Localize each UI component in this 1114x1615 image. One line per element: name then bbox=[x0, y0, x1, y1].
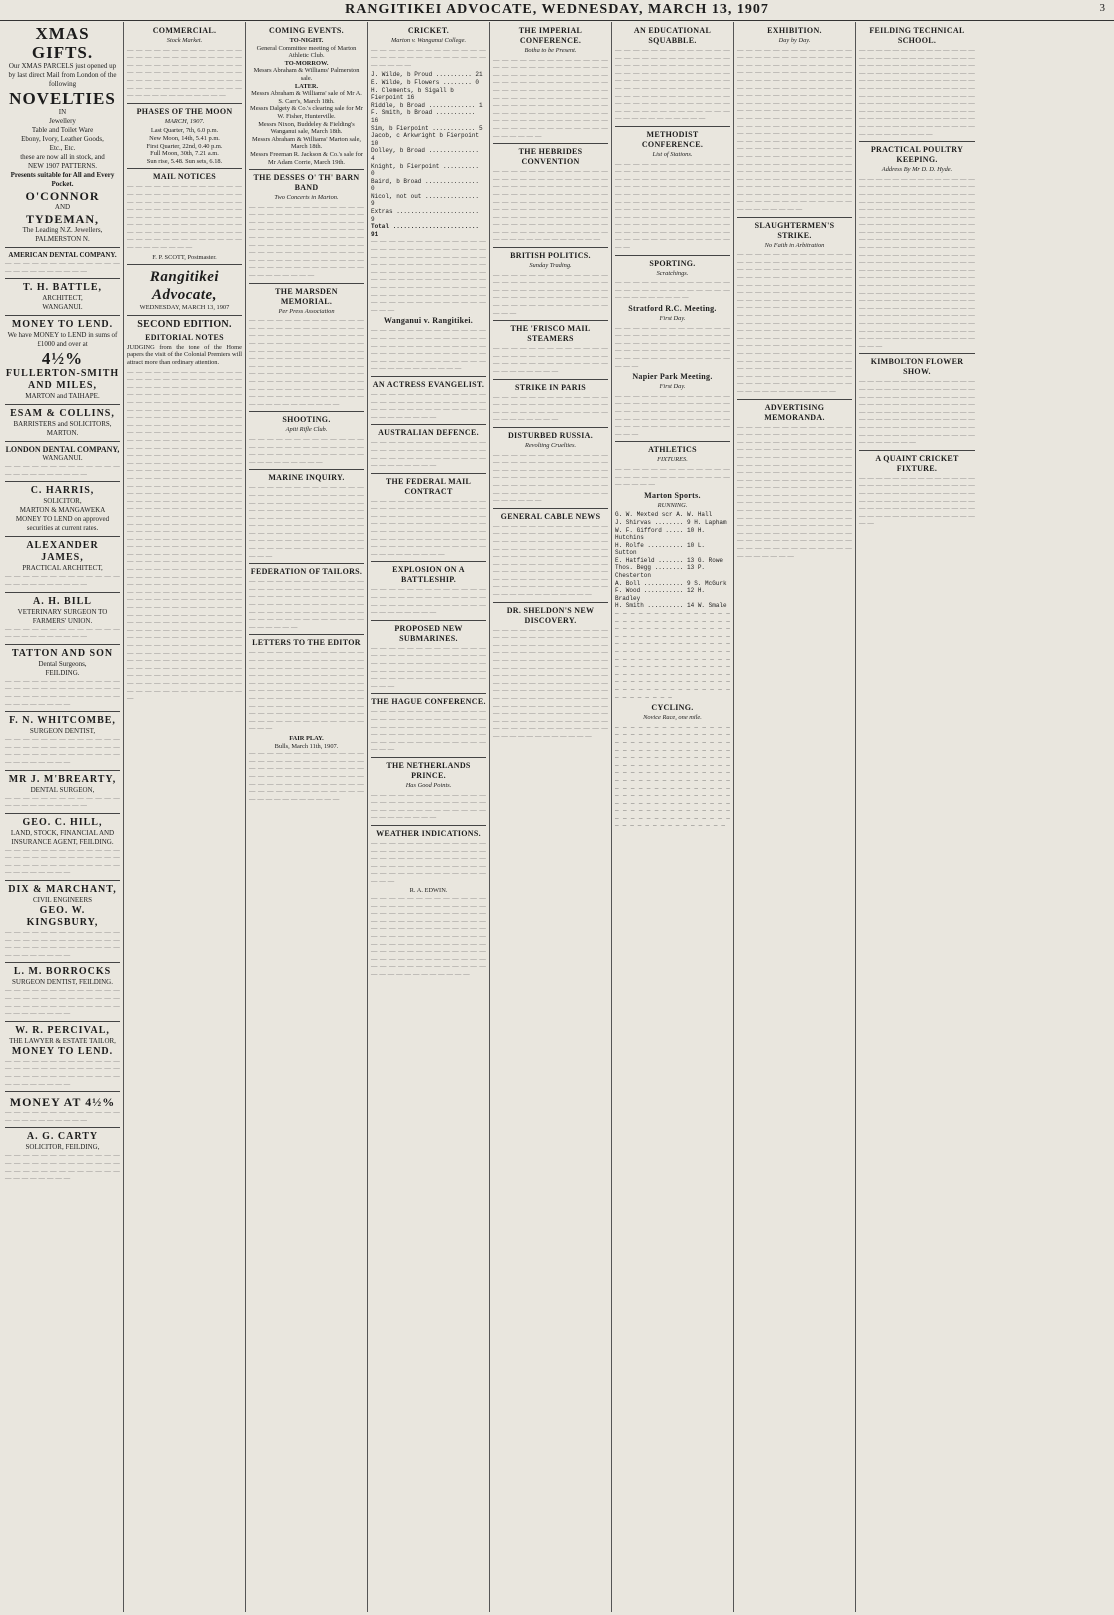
event-line: TO-MORROW. bbox=[284, 59, 329, 67]
section-subheading: Marton v. Wanganui College. bbox=[390, 37, 467, 44]
ad-body: — — — — — — — — — — — — — — — — — — — — — — — — — — — — — — — — — — — — — — — — — — — — — — — bbox=[5, 1152, 120, 1183]
article-body: — — — — — — — — — — — — — — — — — — — — — — — — — — — — — — — — — — — — — — — — — — — — — — — — — — — — — — — — — — — — — — — — — — — — bbox=[371, 644, 486, 690]
page-number: 3 bbox=[1099, 2, 1106, 14]
ad-american-dental: AMERICAN DENTAL COMPANY. bbox=[8, 251, 117, 259]
flag-date: WEDNESDAY, MARCH 13, 1907 bbox=[139, 304, 230, 312]
section-heading: MARINE INQUIRY. bbox=[268, 473, 345, 483]
ad-battle-role: ARCHITECT, bbox=[42, 294, 83, 303]
ad-percival-name: W. R. PERCIVAL, bbox=[15, 1024, 110, 1036]
divider bbox=[371, 757, 486, 758]
scorecard-row: F. Smith, b Broad ........... 16 bbox=[371, 109, 476, 124]
results-row: J. Shirvas ........ 9 H. Lapham bbox=[615, 518, 727, 526]
ad-esam-name: ESAM & COLLINS, bbox=[10, 408, 115, 420]
ad-james-name: ALEXANDER JAMES, bbox=[26, 540, 99, 564]
results-row: H. Smith .......... 14 W. Smale bbox=[615, 602, 727, 610]
section-heading: COMING EVENTS. bbox=[269, 26, 344, 35]
section-heading: Marton Sports. bbox=[644, 490, 701, 500]
section-heading: AUSTRALIAN DEFENCE. bbox=[378, 428, 479, 438]
divider bbox=[859, 450, 975, 451]
divider bbox=[5, 481, 120, 482]
ad-novelties-item: Jewellery bbox=[49, 117, 76, 125]
section-subheading: MARCH, 1907. bbox=[164, 117, 205, 125]
section-heading: GENERAL CABLE NEWS bbox=[500, 511, 601, 521]
section-heading: FEILDING TECHNICAL SCHOOL. bbox=[869, 26, 965, 45]
section-heading: EXPLOSION ON A BATTLESHIP. bbox=[392, 565, 465, 585]
ad-whitcombe-name: F. N. WHITCOMBE, bbox=[9, 715, 116, 727]
event-line: Messrs Freeman R. Jackson & Co.'s sale for Mr Adam Corrie, March 19th. bbox=[250, 150, 363, 166]
article-body: — — — — — — — — — — — — — — — — — — — — — — — — — — — — — — — bbox=[615, 465, 730, 489]
columns bbox=[2, 22, 1112, 1612]
ad-london-dental-place: WANGANUI. bbox=[42, 454, 83, 463]
ad-novelties-title: NOVELTIES bbox=[9, 89, 116, 108]
divider bbox=[127, 315, 242, 316]
section-heading: AN ACTRESS EVANGELIST. bbox=[372, 379, 485, 389]
divider bbox=[5, 711, 120, 712]
ad-battle-place: WANGANUI. bbox=[42, 303, 83, 312]
ad-body: — — — — — — — — — — — — — — — — — — — — — — — bbox=[5, 794, 120, 810]
scorecard-row: H. Clements, b Sigall b Fierpoint 16 bbox=[371, 86, 454, 102]
divider bbox=[5, 278, 120, 279]
results-list: — — — — — — — — — — — — — — — — — — — — — — — — — — — — — — — — — — — — — — — — — — — — — — — — — — — — — — — — — — — — — — — — — — — — — — — — — — — — — — — — — — — — — — — — — — — — — — — — — — — — — — — — — — — — — — — — — — — — — — — — — — — — — — — — — — — — — — — — — — — — — — — — — — — — — — — — — — — — — — — — — — — — — — — — — — — — — — — — — — — — — — — — — — — — — — — — — — — — — — — — — — — — — — — — — — bbox=[615, 723, 730, 830]
section-heading: THE MARSDEN MEMORIAL. bbox=[275, 286, 338, 306]
divider bbox=[5, 962, 120, 963]
article-body: — — — — — — — — — — — — — — — — — — — — — — — — — — — — — — — — — — — — — — — — — — — — — — — — — — — — — — — — — — — — — — — — — — — — — — — — — — — — — — — — — — — — — — — — — — — — — — — — — — — — — — — — — — — — — — — — — — — — — — — — — — — — — — — — — — — — — — — — — — — — — — — — — — — — — — — — — — — — — — — — — — — — — — — — — — — — — — — — — — — — — — — — — — — — — — — — — — — — — — — — — — — — — — — — — — — — — — — — — — — — — — — — — — — — — — — — — — — — — — — — — — — — — — bbox=[737, 251, 852, 395]
article-body: — — — — — — — — — — — — — — — — — — — — — — — — — — — — — — — — — — — — — — — — — — — — — — — — — — — — — — — — — — — — — — — — — — — — bbox=[615, 392, 730, 438]
section-heading: DR. SHELDON'S NEW DISCOVERY. bbox=[506, 605, 595, 625]
ad-novelties-patterns: NEW 1907 PATTERNS. bbox=[27, 162, 98, 170]
divider bbox=[127, 103, 242, 104]
divider bbox=[371, 376, 486, 377]
divider bbox=[249, 469, 364, 470]
scorecard-row: Extras ....................... 9 bbox=[371, 208, 480, 223]
section-heading: SPORTING. bbox=[649, 258, 696, 268]
ad-body: — — — — — — — — — — — — — — — — — — — — — — — bbox=[5, 625, 120, 641]
ad-money-4pct: MONEY AT 4½% bbox=[9, 1095, 116, 1110]
section-heading: A QUAINT CRICKET FIXTURE. bbox=[875, 453, 959, 473]
divider bbox=[493, 320, 608, 321]
divider bbox=[615, 441, 730, 442]
ad-esam-role: BARRISTERS and SOLICITORS, MARTON. bbox=[13, 420, 112, 438]
article-body: — — — — — — — — — — — — — — — — — — — — — — — — — — — — — — — — — — — — — — — — — — — — — — — — — — — — — — — — — — — — — — — — — — — — — — — — — — — — — — — — — — — — — — bbox=[859, 474, 975, 528]
ad-mbrearty-name: MR J. M'BREARTY, bbox=[8, 773, 117, 785]
article-body: — — — — — — — — — — — — — — — — — — — — — — — — — — — — — — — — — — — — — — — — — — — — — — — — — — — — — — — — — — — — — — — — — — — — — — — — — — — — — — — — — — — — — — — — — — — — — — — — — — — — — — — — — — — — — — — — — — — — — — — — — — — — — — — — — — — — — — — — — — — — — — — — — — — — — — — — — — — — — — — — — — — — — — — — — — — — — — — — — — — — — — — — — — — — — — — — — — — — — — — — — — — — — — — — — — — — — — — — — — — — — — — — — — — — — — — — — — — — — — — — — — — — — — — — — — — — — — — — — — — — — — — — — — — — — — — — — — — — — — — — — bbox=[737, 46, 852, 214]
divider bbox=[615, 255, 730, 256]
ad-bill-role: VETERINARY SURGEON TO FARMERS' UNION. bbox=[17, 607, 108, 625]
section-heading: LETTERS TO THE EDITOR bbox=[252, 638, 361, 648]
article-body: — — — — — — — — — — — — — — — — — — — — — — — — — — — — — — — — — — — — — — — — — — — — — — — bbox=[371, 439, 486, 470]
divider bbox=[493, 602, 608, 603]
section-heading: COMMERCIAL. bbox=[152, 26, 217, 35]
ad-tatton-place: FEILDING. bbox=[45, 668, 80, 677]
event-line: Messrs Abraham & Williams' sale of Mr A. S. Carr's, March 18th. bbox=[251, 90, 362, 105]
section-subheading: List of Stations. bbox=[652, 150, 693, 158]
scorecard-row: E. Wilde, b Flowers ........ 0 bbox=[371, 78, 480, 86]
letter-signature: FAIR PLAY. bbox=[289, 734, 324, 742]
section-heading: Napier Park Meeting. bbox=[632, 372, 713, 382]
article-body: — — — — — — — — — — — — — — — — — — — — — — — — — — — — — — — — — — — — — — — — — — — — — — — bbox=[493, 393, 608, 424]
results-row: F. Wood ........... 12 H. Bradley bbox=[615, 587, 706, 602]
ad-body: — — — — — — — — — — — — — — — — — — — — — — — bbox=[5, 463, 120, 478]
section-subheading: Stock Market. bbox=[166, 37, 203, 44]
section-heading: PROPOSED NEW SUBMARINES. bbox=[394, 623, 463, 643]
divider bbox=[493, 247, 608, 248]
divider bbox=[249, 283, 364, 284]
column-5-cables bbox=[490, 22, 612, 1612]
results-row: A. Boll ........... 9 S. McGurk bbox=[615, 579, 727, 587]
ad-mbrearty-role: DENTAL SURGEON, bbox=[30, 785, 95, 794]
divider bbox=[5, 644, 120, 645]
ad-novelties-note: these are now all in stock, and bbox=[20, 153, 105, 161]
divider bbox=[127, 168, 242, 169]
ad-harris-place: MARTON & MANGAWEKA bbox=[19, 506, 106, 515]
section-subheading: Two Concerts in Marton. bbox=[274, 194, 339, 202]
article-body: — — — — — — — — — — — — — — — — — — — — — — — — — — — — — — — — — — — — — — — — — — — — — — — — — — — — — — — — — — — — — — — — — — — — — — — — — — — — — — — — — — — — — — — — — — — — — — — — — — — — — — — — — — — — — — — — — — — — — — — — bbox=[249, 484, 364, 560]
section-subheading: Address By Mr D. D. Hyde. bbox=[881, 166, 953, 174]
ad-whitcombe-role: SURGEON DENTIST, bbox=[29, 727, 96, 736]
divider bbox=[371, 424, 486, 425]
scorecard-row: Riddle, b Broad ............. 1 bbox=[371, 101, 483, 109]
ad-tatton-name: TATTON AND SON bbox=[11, 647, 114, 659]
section-heading: AN EDUCATIONAL SQUABBLE. bbox=[633, 26, 712, 45]
section-heading: KIMBOLTON FLOWER SHOW. bbox=[870, 357, 964, 377]
section-subheading: FIXTURES. bbox=[657, 456, 688, 464]
ad-hill-role: LAND, STOCK, FINANCIAL AND INSURANCE AGENT, FEILDING. bbox=[10, 828, 115, 846]
scorecard-row: Knight, b Fierpoint .......... 0 bbox=[371, 162, 480, 178]
divider bbox=[371, 620, 486, 621]
divider bbox=[5, 880, 120, 881]
divider bbox=[5, 315, 120, 316]
ad-money-title: MONEY TO LEND. bbox=[11, 319, 114, 331]
scorecard-row: Jacob, c Arkwright b Fierpoint 10 bbox=[371, 132, 480, 147]
section-heading: CRICKET. bbox=[407, 26, 450, 35]
article-body: — — — — — — — — — — — — — — — — — — — — — — — — — — — — — — — — — — — — — — — — — — — — — — — — — — — — — — — — — — — — — — — — — — — — — — — — — — — — — — — — — — — — — — — — — — — — — — — — — — — — — — — — — — — — — — — — — — — — — — — — — — — — — — — — — — — — — bbox=[249, 649, 364, 733]
divider bbox=[859, 353, 975, 354]
article-body: — — — — — — — — — — — — — — — — — — — — — — — — — — — — — — — — — — — — — — — — — — — — — — — — — — — — — — — — — — — — — — — — — — — — — — — — — — — — — — — — — — — — bbox=[249, 578, 364, 631]
ad-money-text: We have MONEY to LEND in sums of £1000 and over at bbox=[7, 331, 118, 349]
divider bbox=[493, 427, 608, 428]
section-heading: SLAUGHTERMEN'S STRIKE. bbox=[754, 220, 835, 240]
ad-body: — — — — — — — — — — — — — — — — — — — — — — — — — — — — — — — — — — — — — — — — — — — — — — — bbox=[5, 987, 120, 1018]
column-3-events bbox=[246, 22, 368, 1612]
section-subheading: First Day. bbox=[659, 315, 686, 323]
ad-tydeman-sub: The Leading N.Z. Jewellers, PALMERSTON N. bbox=[22, 226, 103, 243]
sun-times: Sun rise, 5.48. Sun sets, 6.18. bbox=[146, 157, 223, 165]
section-heading: SHOOTING. bbox=[282, 415, 331, 425]
scorecard-row: Nicol, not out ............... 9 bbox=[371, 192, 480, 208]
ad-bill-name: A. H. BILL bbox=[33, 595, 92, 607]
section-subheading: Botha to be Present. bbox=[524, 47, 577, 54]
ad-james-role: PRACTICAL ARCHITECT, bbox=[22, 564, 103, 573]
article-body: — — — — — — — — — — — — — — — — — — — — — — — — — — — — — — — — — — — — — — — — — — — — — — — — — — — — — — — — — — — — — — — — — — — — bbox=[615, 324, 730, 370]
results-list: — — — — — — — — — — — — — — — — — — — — — — — — — — — — — — — — — — — — — — — — — — — — — — — — — — — — — — — — — — — — — — — — — — — — — — — — — — — — — — — — — — — — — — — — — — — — — — — — — — — — — — — — — — — — — — — — — — — — — — — — — — — — — — — — — — — — — — — — — — — — — — — — — — — — — — — — — — — — — — — — — — — — — — — — — — — — — bbox=[615, 610, 730, 701]
scorecard-row: Dolley, b Broad .............. 4 bbox=[371, 147, 480, 162]
ad-xmas-gifts-title: XMAS GIFTS. bbox=[31, 24, 94, 62]
event-line: Messrs Nixon, Buddeley & Fielding's Wanganui sale, March 18th. bbox=[258, 120, 355, 136]
section-subheading: Revolting Cruelties. bbox=[524, 441, 577, 449]
section-heading: THE HEBRIDES CONVENTION bbox=[518, 147, 583, 167]
column-4-cricket bbox=[368, 22, 490, 1612]
results-row: W. F. Gifford ..... 10 H. Hutchins bbox=[615, 526, 706, 542]
article-body: — — — — — — — — — — — — — — — — — — — — — — — — — — — — — — — — — — — — — — — — — — — — — — — — — — — — — — — — — — — — — — — — — — — — — — — — — — — — — — — — — — — — — — — — — — — — — — — — — — — — — — — — — — — — — — — — — — — — — — — — — — — — — — — — — — — — — — — — — — — — — — — — — — — — — — — — — — — — — — — — — — — — — — — — — — — — — — — — — — — — — — — — — — — — — — — — — — — — — — — — — — — — — — — — — — — — — — — — — — — — — — — — — — — — — — — — — — — — — — — — — — — — — — — — — — — — — — — — — — — — — — — — — — — — — — — — — — — — — — — — — — — — — — — — — — — — — — — — — — — — — — — — — — — — — — — bbox=[859, 175, 975, 350]
section-subheading: RUNNING. bbox=[657, 501, 688, 509]
article-body: — — — — — — — — — — — — — — — — — — — — — — — — — — — — — — — — — — — — — — — — — — — — — — — — — — — — — — — — — — — — — — — — — — — — bbox=[371, 839, 486, 885]
scorecard-row: J. Wilde, b Proud .......... 21 bbox=[371, 71, 483, 79]
ad-body: — — — — — — — — — — — — — — — — — — — — — — — bbox=[5, 1109, 120, 1124]
results-row: E. Hatfield ....... 13 G. Rowe bbox=[615, 556, 724, 564]
ad-body: — — — — — — — — — — — — — — — — — — — — — — — — — — — — — — — — — — — — — — — — — — — — — — — bbox=[5, 846, 120, 877]
article-body: — — — — — — — — — — — — — — — — — — — — — — — — — — — — — — — — — — — — — — — — — — — — — — — bbox=[371, 791, 486, 822]
section-heading: DISTURBED RUSSIA. bbox=[507, 430, 594, 440]
article-body: — — — — — — — — — — — — — — — — — — — — — — — — — — — — — — — — — — — — — — — — — — — — — — — — — — — — — — — — — — — — — — — — — — — — — — — — — — — — — — — — — — — — — — — — — — — — — — — — — — — — — — — — — — — — — — — — bbox=[127, 183, 242, 252]
ad-body: — — — — — — — — — — — — — — — — — — — — — — — — — — — — — — — — — — — — — — — — — — — — — — — bbox=[5, 677, 120, 708]
section-heading: ATHLETICS bbox=[648, 445, 697, 455]
divider bbox=[249, 411, 364, 412]
section-heading: THE FEDERAL MAIL CONTRACT bbox=[385, 476, 472, 496]
masthead-title: RANGITIKEI ADVOCATE, WEDNESDAY, MARCH 13, 1907 bbox=[345, 2, 769, 17]
edition-label: SECOND EDITION. bbox=[137, 318, 232, 330]
divider bbox=[371, 473, 486, 474]
article-body: — — — — — — — — — — — — — — — — — — — — — — — — — — — — — — — — — — — — — — — — — — — — — — — — — — — — — — — — — — — — — — — — — — — — bbox=[371, 708, 486, 754]
ad-novelties-item: Etc., Etc. bbox=[49, 144, 76, 152]
results-row: H. Rolfe .......... 10 L. Sutton bbox=[615, 541, 706, 557]
masthead bbox=[0, 0, 1114, 21]
weather-signature: R. A. EDWIN. bbox=[409, 887, 448, 895]
section-heading: STRIKE IN PARIS bbox=[514, 382, 587, 392]
ad-harris-role: SOLICITOR, bbox=[43, 497, 82, 506]
column-1-advertisements bbox=[2, 22, 124, 1612]
divider bbox=[5, 1127, 120, 1128]
section-heading: METHODIST CONFERENCE. bbox=[641, 129, 704, 149]
article-body: — — — — — — — — — — — — — — — — — — — — — — — — — — — — — — — — — — — — — — — — — — — — — — — — — — — — — — — — — — — — — — — — — — — — — — — — — — — — — — — — — — — — — — — — — bbox=[249, 750, 364, 803]
divider bbox=[493, 508, 608, 509]
event-line: TO-NIGHT. bbox=[289, 37, 324, 44]
divider bbox=[737, 217, 852, 218]
article-body: — — — — — — — — — — — — — — — — — — — — — — — — — — — — — — — — — — — — — — — — — — — — — — — — — — — — — — — — — — — — — — — — — — — — — — — — — — — — — — — — — — — — — — — — — — — — — — — — — — — — — — — — — — — — — — — — — — — — — — — — — — — — — — — — — — — — — — — — bbox=[493, 56, 608, 140]
divider bbox=[5, 404, 120, 405]
article-body: — — — — — — — — — — — — — — — — — — — — — — — — — — — — — — — — — — — — — — — — — — — — — — — — — — — — — — — — — — — — — — — — — — — — — — — — — — — — — — — — — — — — — — — — — — — — — — — — — — — — — — — — — — — — — — — — — — — — — — — — — — — — — — — — — — — — — — — — — — — — — — — — — — — — — — — — — — bbox=[249, 317, 364, 408]
article-body: — — — — — — — — — — — — — — — — — — — — — — — — — — — — — — — bbox=[371, 46, 486, 69]
section-subheading: Sunday Trading. bbox=[529, 262, 572, 270]
column-2-commercial bbox=[124, 22, 246, 1612]
ad-oconnor-and: AND bbox=[54, 203, 71, 211]
letter-place: Bulls, March 11th, 1907. bbox=[274, 742, 339, 750]
section-heading: MAIL NOTICES bbox=[153, 172, 216, 182]
article-body: — — — — — — — — — — — — — — — — — — — — — — — — — — — — — — — — — — — — — — — — — — — — — — — bbox=[371, 586, 486, 617]
divider bbox=[5, 770, 120, 771]
scorecard-row: Sim, b Fierpoint ............ 5 bbox=[371, 124, 483, 132]
article-body: — — — — — — — — — — — — — — — — — — — — — — — — — — — — — — — — — — — — — — — — — — — — — — — — bbox=[249, 435, 364, 466]
article-body: — — — — — — — — — — — — — — — — — — — — — — — — — — — — — — — — — — — — — — — — — — — — — — — — — — — — — — — — — — — — — — — — — — — — — — — — — — — — — — — — — — — — — — — — — — — — — — — — — — — — — — — — — — — — — — — — — — — — — — — bbox=[859, 378, 975, 447]
article-body: — — — — — — — — — — — — — — — — — — — — — — — — — — — — — — — — — — — bbox=[615, 279, 730, 302]
article-body: — — — — — — — — — — — — — — — — — — — — — — — — — — — — — — — — — — — — — — — — — — — — — — — — — — — — — — — — — — — — — — — — — — — — — — — — — — — — — — — — — — — — bbox=[493, 451, 608, 505]
divider bbox=[5, 1021, 120, 1022]
section-heading: Stratford R.C. Meeting. bbox=[628, 304, 717, 314]
divider bbox=[249, 634, 364, 635]
article-body: — — — — — — — — — — — — — — — — — — — — — — — — — — — — — — — — — — — — — — — — — — — — — — — — — — — — — — — — — — — — — — — — — — — — — — — — — — — — — — — — — — — — — — — — — — — — — — — — — — — — — — — — — — — — — — — — — — — — — — — — — — — — — — — — — — — — — — — — — — — — — — — — — — — — — — — — — — — — — — — — — — — — — — — — — — — — — — — — — — — — — — — — — — — — — — — — — — — — — — — — — — — — — — — — — — — — — — — — — — — — — — — — — — — — — — — — — — — — — — — — — — — — — — — — — — — — — — — — — — — — — — — — — — — — — — — — — — — — — — — — — — — — — — — — — — — — — — — — — — — — — — — — — — — — — — — — — — — — — — — — — — — — — — — — — — — — — — — — — — — — — — — — — — — — — — — — — — — — — — — — — — — — — — — — — — — — — — — — — — — — — — — — — — — — — — — — — — — — — — — — — — — — — — — — — — — — — — — — — — — — — — — — — — — — — — — — — — — — — — — — — — — — — — — — — — — — — — — — — — — — — — — — — — — — — — — — — — — — — — — — — — — — — — — — — — — — — — — — — — — — — — — — — — — — — — — — — — — — — — — — — — — — — — — — — — — — — — — — — — — — — — — — — — — — — — — — — — — — — — — — bbox=[127, 368, 242, 703]
article-body: — — — — — — — — — — — — — — — — — — — — — — — — — — — — — — — — — — — — — — — — — — — — — — — — — — — — — — — — — — — — — — — — — — — — — — — — — — — — — — — — — — — — — — — — — — — — — — — — — — — — — — — — — — — — — — — — — — — — — — — — — — — — — bbox=[249, 203, 364, 280]
ad-body: — — — — — — — — — — — — — — — — — — — — — — — — — — — — — — — — — — — — — — — — — — — — — — — bbox=[5, 1057, 120, 1088]
section-heading: ADVERTISING MEMORANDA. bbox=[764, 402, 825, 422]
ad-body: — — — — — — — — — — — — — — — — — — — — — — — — — — — — — — — — — — — — — — — — — — — — — — — bbox=[5, 736, 120, 766]
ad-oconnor-title: O'CONNOR bbox=[25, 189, 100, 203]
newspaper-flag: Rangitikei Advocate, bbox=[149, 269, 220, 304]
section-heading: EXHIBITION. bbox=[767, 26, 822, 35]
divider bbox=[5, 1091, 120, 1092]
ad-money-rate: 4½% bbox=[41, 349, 84, 369]
ad-novelties-item: Ebony, Ivory, Leather Goods, bbox=[21, 135, 104, 143]
divider bbox=[5, 247, 120, 248]
ad-body: — — — — — — — — — — — — — — — — — — — — — — — bbox=[5, 260, 120, 275]
section-heading: BRITISH POLITICS. bbox=[510, 251, 591, 261]
divider bbox=[5, 441, 120, 442]
divider bbox=[371, 561, 486, 562]
article-body: — — — — — — — — — — — — — — — — — — — — — — — — — — — — — — — — — — — — — — — — — — — — — — — — — — — — — — — — — — — — — — — — — — — — — — — — — — — — — — — — — — — — — — — — — — — — — — — — — — — — bbox=[371, 497, 486, 558]
ad-tatton-role: Dental Surgeons, bbox=[38, 659, 87, 668]
event-line: General Committee meeting of Marton Athletic Club. bbox=[256, 44, 357, 60]
divider bbox=[615, 126, 730, 127]
ad-kingsbury-name: GEO. W. KINGSBURY, bbox=[26, 905, 99, 929]
article-body: — — — — — — — — — — — — — — — — — — — — — — — — — — — — — — — — — — — — — — — — — — — — — — — — — — — — — — — — — — — — — — — — — — — — — — — — — — — — — — — — — — — — — — — — — — — — — — — — — — — — — — — — — — — — — — — — — — — — — — — — — — — — — — — — — — — — — — — — — — — — — — — — — bbox=[615, 160, 730, 252]
section-heading: PRACTICAL POULTRY KEEPING. bbox=[870, 145, 964, 165]
ad-carty-name: A. G. CARTY bbox=[26, 1131, 99, 1143]
divider bbox=[371, 693, 486, 694]
article-body: — — — — — — — — — — — — — — — — — — — — — — — — — — — — — — — — — — — — — — — — — — — — — — — bbox=[371, 390, 486, 421]
moon-phase: First Quarter, 22nd, 0.40 p.m. bbox=[146, 142, 223, 150]
section-subheading: First Day. bbox=[659, 383, 686, 391]
ad-body: — — — — — — — — — — — — — — — — — — — — — — — — — — — — — — — — — — — — — — — — — — — — — — — bbox=[5, 929, 120, 959]
divider bbox=[493, 143, 608, 144]
article-body: — — — — — — — — — — — — — — — — — — — — — — — — — — — — — — — — — — — — — — — — — — — — — — — — — — — — — — — — — — — — — — — — — — — — — — — — — — — — — — — — — — — — — — — — — — — — — — — — — — — — — — — — — — — — — — — — — — — — — — — — — — — — — — — — — — — — — — — — — — — — — — — — — — — — — — — — — — — — — — — — — — — — — — — — — — — — — — — — — — — — — — — — — — — — — — — — — — — — — — — — — — — — — — — — — — — — — — — — — — — — — — — — — — — — bbox=[737, 423, 852, 560]
article-body: — — — — — — — — — — — — — — — — — — — — — — — — — — — — — — — — — — — — — — — — — — — — — — — — — — — — — — — — — — — — — — — — — — — — — — — — — — — — — — — — — — — — — — — — — — bbox=[127, 46, 242, 100]
article-body: — — — — — — — — — — — — — — — — — — — — — — — — — — — — — — — — — — — — — — — — — — — — — — — — — — — — — — — — — — — — — — — — — — — — — — — — — — — — bbox=[371, 327, 486, 373]
ad-percival-role: THE LAWYER & ESTATE TAILOR, bbox=[9, 1036, 116, 1045]
section-heading: THE 'FRISCO MAIL STEAMERS bbox=[510, 324, 591, 344]
event-line: Messrs Dalgety & Co.'s clearing sale for Mr W. Fisher, Hunterville. bbox=[250, 105, 363, 120]
divider bbox=[5, 813, 120, 814]
ad-novelties-item: Table and Toilet Ware bbox=[31, 126, 94, 134]
section-heading: THE NETHERLANDS PRINCE. bbox=[386, 760, 471, 780]
ad-novelties-in: IN bbox=[58, 108, 67, 116]
section-heading: THE HAGUE CONFERENCE. bbox=[371, 697, 486, 707]
column-7-exhibition bbox=[734, 22, 856, 1612]
event-line: LATER. bbox=[294, 82, 319, 90]
ad-carty-role: SOLICITOR, FEILDING, bbox=[25, 1143, 100, 1152]
ad-money-lend-note: MONEY TO LEND on approved securities at current rates. bbox=[15, 515, 110, 533]
moon-phase: New Moon, 14th, 5.41 p.m. bbox=[149, 134, 220, 142]
divider bbox=[493, 379, 608, 380]
section-heading: PHASES OF THE MOON bbox=[136, 106, 233, 116]
section-heading: EDITORIAL NOTES bbox=[145, 332, 224, 342]
editorial-opening: JUDGING from the tone of the Home papers the visit of the Colonial Premiers will attract more than ordinary attention. bbox=[127, 343, 242, 367]
ad-hill-name: GEO. C. HILL, bbox=[22, 816, 103, 828]
article-body: — — — — — — — — — — — — — — — — — — — — — — — — — — — — — — — — — — — — — — — — — — — — — — — bbox=[493, 345, 608, 375]
section-subheading: Has Good Points. bbox=[405, 781, 452, 789]
column-8-local bbox=[856, 22, 978, 1612]
article-body: — — — — — — — — — — — — — — — — — — — — — — — — — — — — — — — — — — — — — — — — — — — — — — — — — — — — — — — — — — — — — — — — — — — — — — — — — — — — — — — — — — — — — — — — — — — — — — — — — — — — — — — — — — — — — — — — — — — — — — — — — — — — — — — — — — — — — — — — — — — — — — — — — — — — — — — — — — — — — — — — — — — — — — — — — — — — — — — — — — — — — — — — — — — — — — — — — — bbox=[493, 626, 608, 740]
article-body: — — — — — — — — — — — — — — — — — — — — — — — — — — — — — — — — — — — — — — — — — — — — — — — — — — — — — — — — — — — — — — — — — — — — bbox=[493, 271, 608, 317]
section-subheading: Apiti Rifle Club. bbox=[285, 426, 328, 434]
section-subheading: Novice Race, one mile. bbox=[643, 714, 702, 722]
ad-dix-role: CIVIL ENGINEERS bbox=[32, 896, 93, 905]
section-heading: THE DESSES O' TH' BARN BAND bbox=[253, 173, 360, 193]
section-subheading: No Faith in Arbitration bbox=[764, 241, 825, 249]
article-body: — — — — — — — — — — — — — — — — — — — — — — — — — — — — — — — — — — — — — — — — — — — — — — — — — — — — — — — — — — — — — — — — — — — — — — — — — — — — — — — — — — — — — — — — — — — — — — — — — — — — — — — — — — — — — — — — — — — — — — — — bbox=[371, 238, 486, 314]
divider bbox=[5, 592, 120, 593]
article-body: — — — — — — — — — — — — — — — — — — — — — — — — — — — — — — — — — — — — — — — — — — — — — — — — — — — — — — — — — — — — — — — — — — — — — — — — — — — — — — — — — — — — — — — — — — — — — — — — — — — — — — — — — — — — — — — — — — — — — — — — — — — — — — — — — — — — — — — — — — — — — — — — — — — — — — — — — — — — — — — — — — — bbox=[859, 47, 975, 138]
article-body: — — — — — — — — — — — — — — — — — — — — — — — — — — — — — — — — — — — — — — — — — — — — — — — — — — — — — — — — — — — — — — — — — — — — — — — — — — — — — — — — — — — — — — — — — — — — — — — — — — — — — — — — — — — — — — — — — — — — — — — — — — — — — — — — bbox=[615, 47, 730, 123]
ad-borrocks-role: SURGEON DENTIST, FEILDING. bbox=[12, 978, 113, 987]
article-body: — — — — — — — — — — — — — — — — — — — — — — — — — — — — — — — — — — — — — — — — — — — — — — — — — — — — — — — — — — — — — — — — — — — — — — — — — — — — — — — — — — — — — — — — — — — — — — — — — — — — — — — — — — — — — — — — — — — — — — — — — — — — — — — — — — — — — — — — — — — — — — bbox=[371, 895, 486, 978]
column-6-sport bbox=[612, 22, 734, 1612]
ad-fullerton-name: FULLERTON-SMITH AND MILES, bbox=[5, 368, 120, 392]
ad-dix-name: DIX & MARCHANT, bbox=[8, 884, 117, 896]
ad-borrocks-name: L. M. BORROCKS bbox=[13, 966, 112, 978]
section-heading: Wanganui v. Rangitikei. bbox=[383, 316, 474, 326]
divider bbox=[371, 825, 486, 826]
divider bbox=[249, 563, 364, 564]
event-line: Messrs Abraham & Williams' Palmerston sale. bbox=[253, 67, 360, 82]
divider bbox=[127, 264, 242, 265]
section-subheading: Scratchings. bbox=[656, 269, 689, 277]
ad-harris-name: C. HARRIS, bbox=[30, 485, 95, 497]
moon-phase: Last Quarter, 7th, 6.0 p.m. bbox=[150, 127, 219, 135]
article-body: — — — — — — — — — — — — — — — — — — — — — — — — — — — — — — — — — — — — — — — — — — — — — — — — — — — — — — — — — — — — — — — — — — — — — — — — — — — — — — — — — — — — — — — — — — — — — — — — — — — — — — — — — — — — — — — — — — — — — — — — — — — — — — — — — — bbox=[493, 168, 608, 244]
article-body: — — — — — — — — — — — — — — — — — — — — — — — — — — — — — — — — — — — — — — — — — — — — — — — — — — — — — — — — — — — — — — — — — — — — — — — — — — — — — — — — — — — — — — — — — — — — — — — — — — — — — — — — — — — — — — — — — — — — — — — — — — — — — — — — — bbox=[493, 522, 608, 599]
ad-london-dental: LONDON DENTAL COMPANY, bbox=[5, 445, 120, 455]
divider bbox=[249, 169, 364, 170]
ad-money-lend-2: MONEY TO LEND. bbox=[11, 1045, 114, 1057]
scorecard-row: Baird, b Broad ............... 0 bbox=[371, 177, 480, 193]
divider bbox=[737, 399, 852, 400]
section-heading: WEATHER INDICATIONS. bbox=[376, 828, 481, 838]
ad-fullerton-place: MARTON and TAIHAPE. bbox=[25, 392, 100, 401]
ad-xmas-gifts-text: Our XMAS PARCELS just opened up by last direct Mail from London of the following bbox=[8, 62, 117, 88]
divider bbox=[859, 141, 975, 142]
section-subheading: Per Press Association bbox=[278, 307, 335, 315]
ad-battle-name: T. H. BATTLE, bbox=[22, 282, 103, 294]
results-row: Thos. Begg ........ 13 P. Chesterton bbox=[615, 564, 706, 580]
event-line: Messrs Abraham & Williams' Marton sale, March 18th. bbox=[251, 135, 362, 151]
ad-novelties-presents: Presents suitable for All and Every Pocket. bbox=[10, 171, 115, 188]
moon-phase: Full Moon, 30th, 7.21 a.m. bbox=[150, 150, 219, 158]
section-heading: THE IMPERIAL CONFERENCE. bbox=[518, 26, 583, 45]
postmaster-signoff: F. P. SCOTT, Postmaster. bbox=[152, 253, 217, 261]
results-row: G. W. Mexted scr A. W. Hall bbox=[615, 511, 713, 519]
section-heading: CYCLING. bbox=[651, 703, 694, 713]
section-heading: FEDERATION OF TAILORS. bbox=[250, 567, 363, 577]
scorecard-total: Total ........................ 91 bbox=[371, 223, 480, 238]
ad-body: — — — — — — — — — — — — — — — — — — — — — — — bbox=[5, 573, 120, 588]
ad-tydeman-name: TYDEMAN, bbox=[26, 212, 99, 226]
section-subheading: Day by Day. bbox=[778, 37, 811, 44]
divider bbox=[5, 536, 120, 537]
